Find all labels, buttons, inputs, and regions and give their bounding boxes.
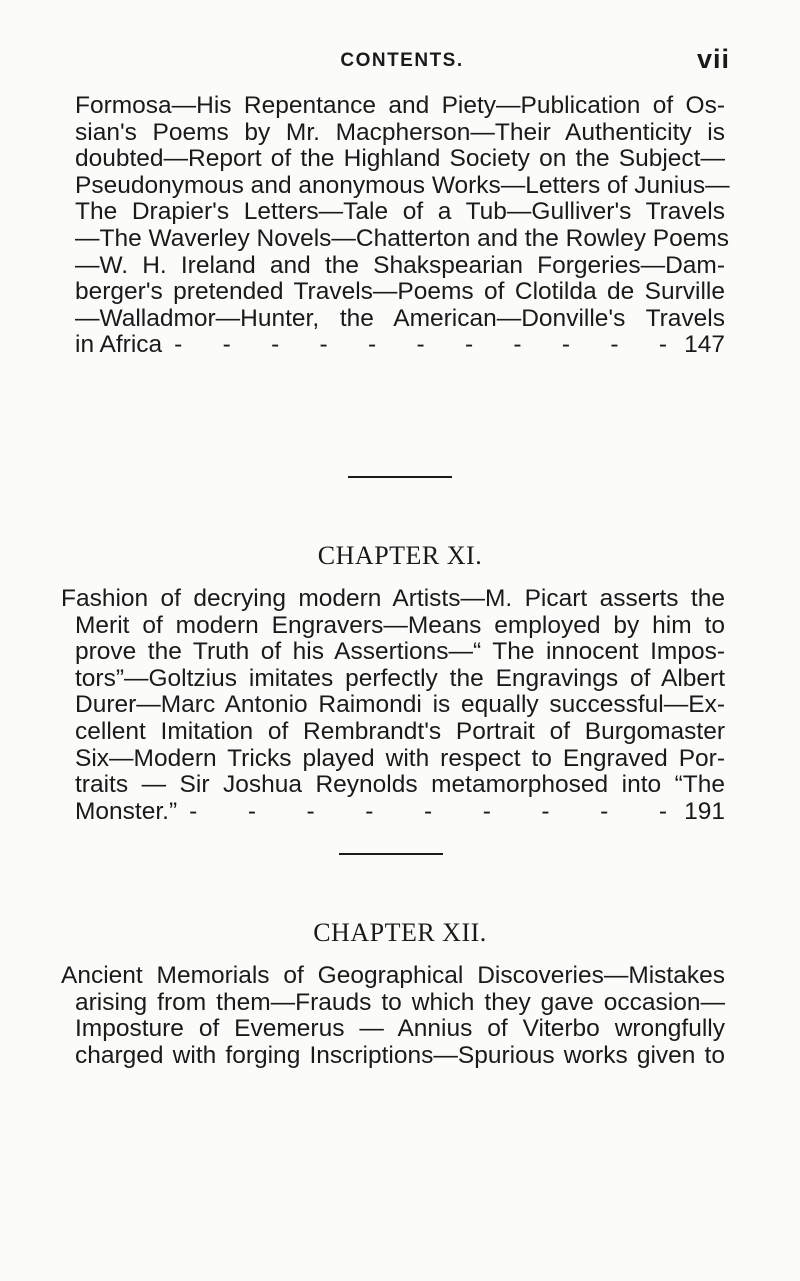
entry-page-number: 147 <box>684 331 725 359</box>
entry-line: tors”—Goltzius imitates perfectly the Engravings of Albert <box>75 664 725 692</box>
entry-line: Ancient Memorials of Geographical Discoveries—Mistakes <box>61 962 725 989</box>
entry-line: doubted—Report of the Highland Society on the Subject— <box>75 145 725 173</box>
entry-final-line <box>75 332 725 359</box>
running-title: CONTENTS. <box>340 50 464 71</box>
entry-line: Formosa—His Repentance and Piety—Publication of Os- <box>75 92 725 119</box>
entry-page-number: 191 <box>684 797 725 825</box>
entry-line: Durer—Marc Antonio Raimondi is equally successful—Ex- <box>75 691 725 719</box>
entry-line: charged with forging Inscriptions—Spurious works given to <box>75 1041 725 1069</box>
running-head <box>68 44 736 84</box>
entry-line: The Drapier's Letters—Tale of a Tub—Gulliver's Travels <box>75 198 725 226</box>
page-number: vii <box>696 44 730 74</box>
dot-leaders: - - - - - - - - - <box>189 798 667 825</box>
contents-entry-chapter-xi <box>61 585 725 825</box>
entry-line: Fashion of decrying modern Artists—M. Picart asserts the <box>61 585 725 612</box>
entry-line: prove the Truth of his Assertions—“ The innocent Impos- <box>75 638 725 666</box>
entry-line: sian's Poems by Mr. Macpherson—Their Authenticity is <box>75 118 725 146</box>
contents-entry-chapter-xii <box>61 962 725 1069</box>
entry-line: traits — Sir Joshua Reynolds metamorphosed into “The <box>75 771 725 799</box>
chapter-heading-xi: CHAPTER XI. <box>317 541 483 570</box>
dot-leaders: - - - - - - - - - - - <box>174 332 667 359</box>
entry-line: Pseudonymous and anonymous Works—Letters of Junius— <box>75 171 730 199</box>
entry-final-line <box>75 799 725 826</box>
entry-line: berger's pretended Travels—Poems of Clotilda de Surville <box>75 278 725 306</box>
chapter-heading-xii: CHAPTER XII. <box>313 918 487 947</box>
contents-entry-continued <box>75 92 730 359</box>
entry-line: Imposture of Evemerus — Annius of Viterbo wrongfully <box>75 1015 725 1043</box>
entry-line: arising from them—Frauds to which they gave occasion— <box>75 988 725 1016</box>
entry-final-text: in Africa <box>75 331 163 359</box>
entry-line: —W. H. Ireland and the Shakspearian Forgeries—Dam- <box>75 251 725 279</box>
section-rule <box>339 853 443 855</box>
section-rule <box>348 476 452 478</box>
entry-final-text: Monster.” <box>75 797 178 825</box>
entry-line: Merit of modern Engravers—Means employed by him to <box>75 611 725 639</box>
entry-line: —The Waverley Novels—Chatterton and the Rowley Poems <box>75 224 730 252</box>
entry-line: Six—Modern Tricks played with respect to Engraved Por- <box>75 744 725 772</box>
entry-line: —Walladmor—Hunter, the American—Donville's Travels <box>75 304 725 332</box>
entry-line: cellent Imitation of Rembrandt's Portrait of Burgomaster <box>75 717 725 745</box>
